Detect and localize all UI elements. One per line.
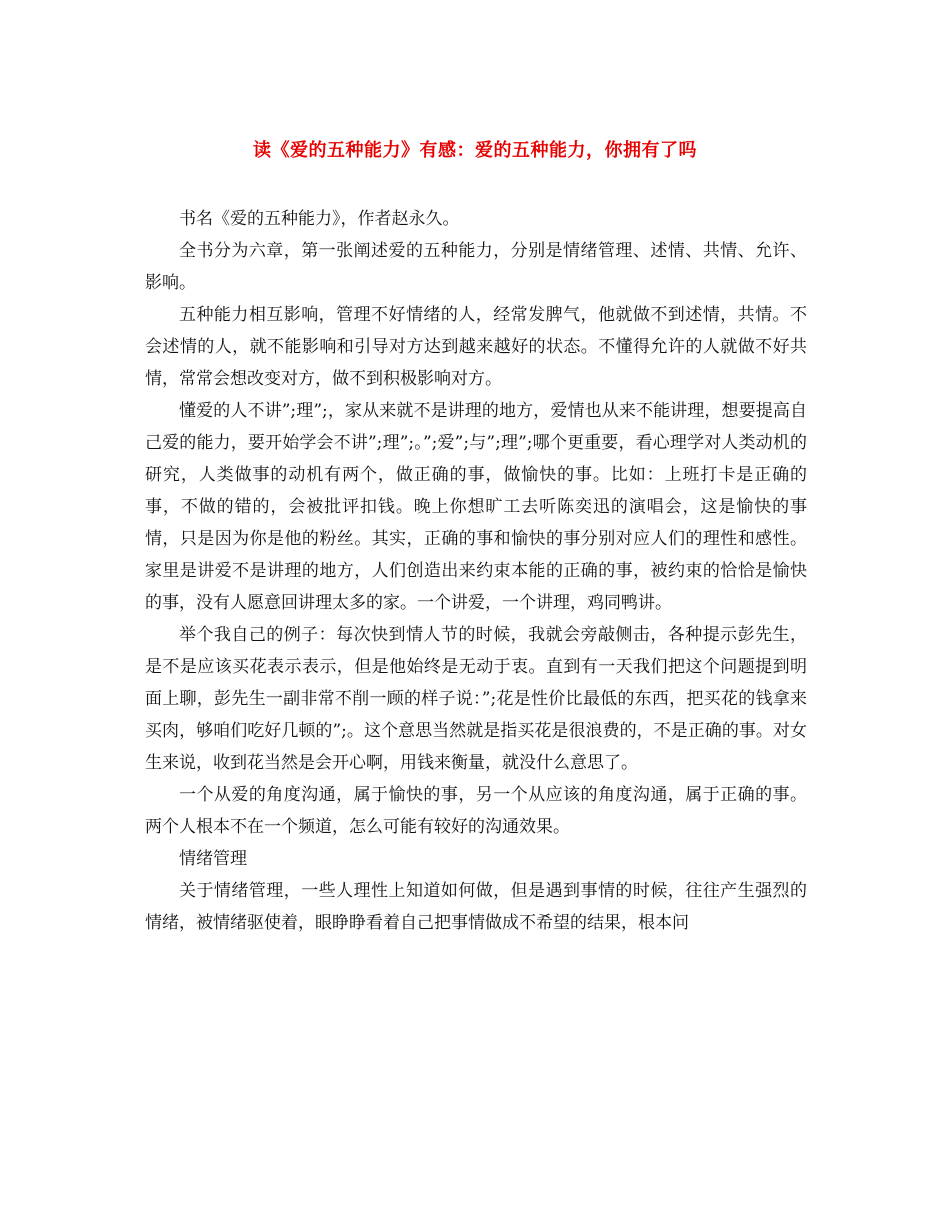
document-body [145,203,807,939]
paragraph-abilities: 五种能力相互影响，管理不好情绪的人，经常发脾气，他就做不到述情，共情。不会述情的人，就不能影响和引导对方达到越来越好的状态。不懂得允许的人就做不好共情，常常会想改变对方，做不到积极影响对方。 [145,305,807,389]
section-heading-emotion-management: 情绪管理 [179,849,247,869]
paragraph-communication: 一个从爱的角度沟通，属于愉快的事，另一个从应该的角度沟通，属于正确的事。两个人根本不在一个频道，怎么可能有较好的沟通效果。 [145,785,807,837]
document-title: 读《爱的五种能力》有感：爱的五种能力，你拥有了吗 [253,140,697,161]
paragraph-emotion-management: 关于情绪管理，一些人理性上知道如何做，但是遇到事情的时候，往往产生强烈的情绪，被情绪驱使着，眼睁睁看着自己把事情做成不希望的结果，根本问 [145,881,807,933]
paragraph-book-info: 书名《爱的五种能力》，作者赵永久。 [179,209,460,229]
paragraph-example: 举个我自己的例子：每次快到情人节的时候，我就会旁敲侧击，各种提示彭先生，是不是应该买花表示表示，但是他始终是无动于衷。直到有一天我们把这个问题提到明面上聊，彭先生一副非常不削一顾的样子说：”;花是性价比最低的东西，把买花的钱拿来买肉，够咱们吃好几顿的”;。这个意思当然就是指买花是很浪费的，不是正确的事。对女生来说，收到花当然是会开心啊，用钱来衡量，就没什么意思了。 [145,625,807,773]
paragraph-love-vs-reason: 懂爱的人不讲”;理”;，家从来就不是讲理的地方，爱情也从来不能讲理，想要提高自己爱的能力，要开始学会不讲”;理”;。”;爱”;与”;理”;哪个更重要，看心理学对人类动机的研究，人类做事的动机有两个，做正确的事，做愉快的事。比如：上班打卡是正确的事，不做的错的，会被批评扣钱。晚上你想旷工去听陈奕迅的演唱会，这是愉快的事情，只是因为你是他的粉丝。其实，正确的事和愉快的事分别对应人们的理性和感性。家里是讲爱不是讲理的地方，人们创造出来约束本能的正确的事，被约束的恰恰是愉快的事，没有人愿意回讲理太多的家。一个讲爱，一个讲理，鸡同鸭讲。 [145,401,807,613]
paragraph-chapters: 全书分为六章，第一张阐述爱的五种能力，分别是情绪管理、述情、共情、允许、影响。 [145,241,807,293]
